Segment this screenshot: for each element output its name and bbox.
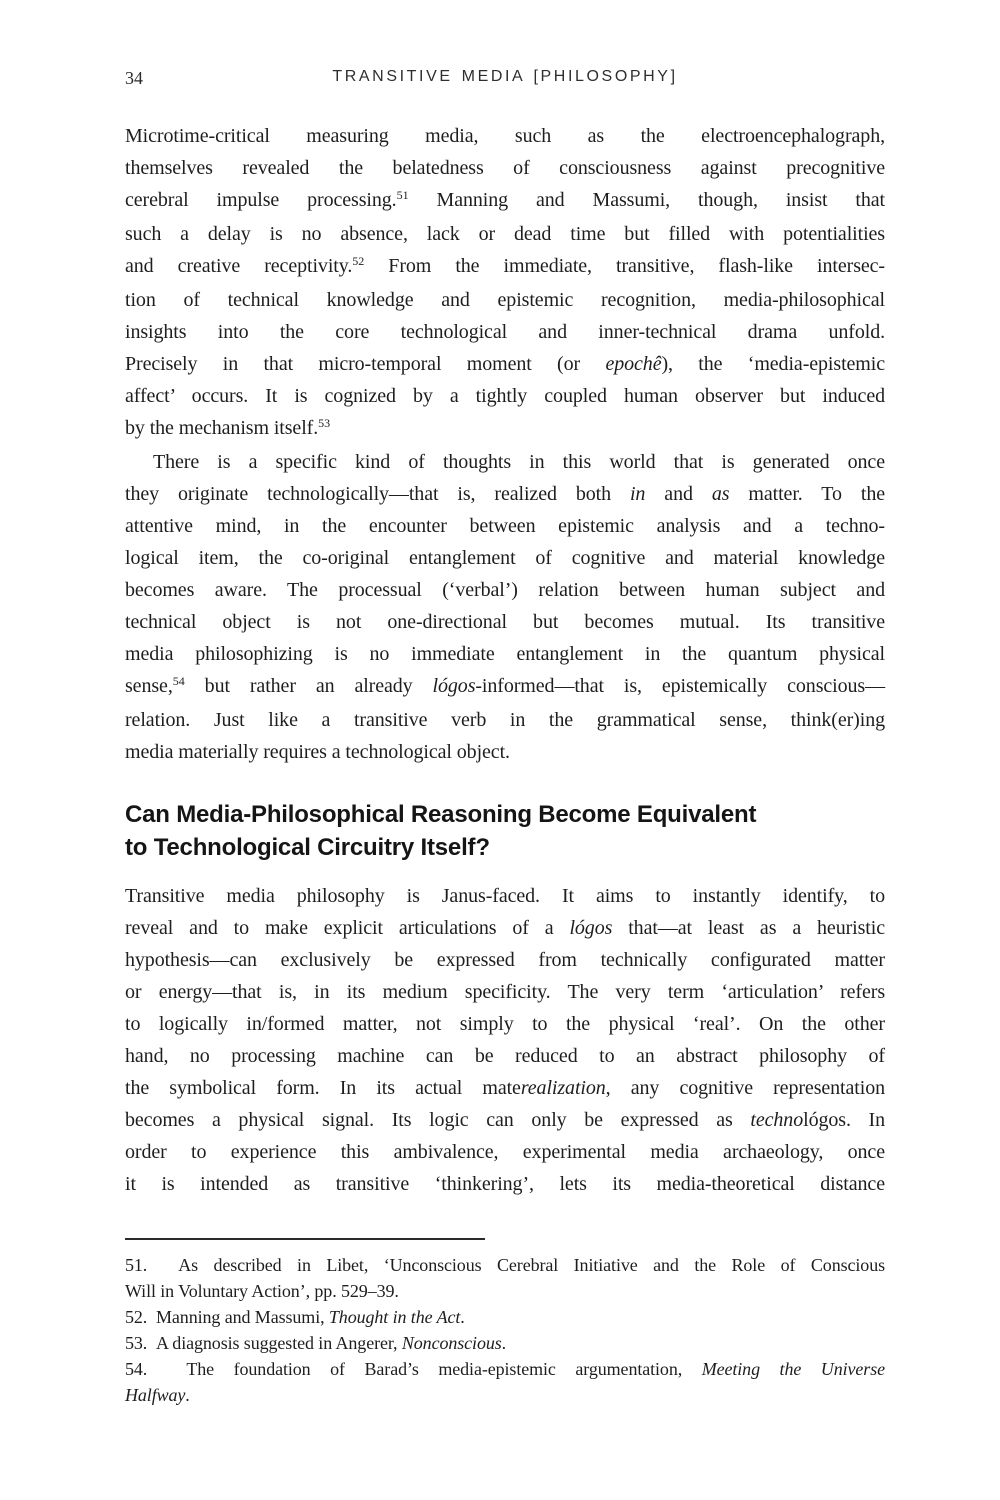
- footnote-line: 52. Manning and Massumi, Thought in the Act.: [125, 1307, 465, 1327]
- text-line: order to experience this ambivalence, experimental media archaeology, once: [125, 1141, 885, 1163]
- text-line: it is intended as transitive ‘thinkering’, lets its media-theoretical distance: [125, 1173, 885, 1195]
- footnote-item: [125, 1356, 885, 1408]
- text-line: media philosophizing is no immediate entanglement in the quantum physical: [125, 643, 885, 665]
- text-column: [125, 0, 885, 1408]
- text-line: by the mechanism itself.$^{53}$: [125, 416, 331, 439]
- text-line: tion of technical knowledge and epistemic recognition, media-philosophical: [125, 289, 885, 311]
- footnote-reference: 53: [318, 416, 331, 430]
- footnote-line: 54. The foundation of Barad’s media-epistemic argumentation, Meeting the Universe: [125, 1359, 885, 1379]
- text-line: media materially requires a technological object.: [125, 741, 510, 763]
- footnote-reference: 54: [172, 674, 185, 688]
- text-line: becomes aware. The processual (‘verbal’) relation between human subject and: [125, 579, 885, 601]
- paragraph: [125, 880, 885, 1200]
- footnote-line: 53. A diagnosis suggested in Angerer, Nonconscious.: [125, 1333, 507, 1353]
- text-line: There is a specific kind of thoughts in this world that is generated once: [153, 451, 885, 473]
- text-line: technical object is not one-directional but becomes mutual. Its transitive: [125, 611, 885, 633]
- footnote-line: Halfway.: [125, 1385, 190, 1405]
- text-line: logical item, the co-original entanglement of cognitive and material knowledge: [125, 547, 885, 569]
- section-heading-line: to Technological Circuitry Itself?: [125, 834, 490, 861]
- section-heading: [125, 798, 885, 864]
- paragraph: [125, 120, 885, 446]
- text-line: sense,$^{54}$ but rather an already lógos-informed—that is, epistemically conscious—: [125, 674, 885, 697]
- text-line: themselves revealed the belatedness of consciousness against precognitive: [125, 157, 885, 179]
- footnote-item: [125, 1252, 885, 1304]
- section-heading-line: Can Media-Philosophical Reasoning Become Equivalent: [125, 801, 757, 828]
- footnote-item: [125, 1330, 885, 1356]
- text-line: relation. Just like a transitive verb in the grammatical sense, think(er)ing: [125, 709, 885, 731]
- text-line: attentive mind, in the encounter between epistemic analysis and a techno-: [125, 515, 885, 537]
- text-line: Precisely in that micro-temporal moment (or epochê), the ‘media-epistemic: [125, 353, 885, 375]
- text-line: affect’ occurs. It is cognized by a tightly coupled human observer but induced: [125, 385, 885, 407]
- text-line: Microtime-critical measuring media, such as the electroencephalograph,: [125, 125, 885, 147]
- text-line: hand, no processing machine can be reduced to an abstract philosophy of: [125, 1045, 885, 1067]
- text-line: and creative receptivity.$^{52}$ From the immediate, transitive, flash-like intersec-: [125, 254, 885, 277]
- footnote-reference: 52: [352, 254, 365, 268]
- text-line: or energy—that is, in its medium specificity. The very term ‘articulation’ refers: [125, 981, 885, 1003]
- text-line: such a delay is no absence, lack or dead time but filled with potentialities: [125, 223, 885, 245]
- text-line: insights into the core technological and inner-technical drama unfold.: [125, 321, 885, 343]
- page-number: 34: [125, 68, 143, 88]
- paragraph: [125, 446, 885, 768]
- text-line: the symbolical form. In its actual materealization, any cognitive representation: [125, 1077, 885, 1099]
- footnote-line: Will in Voluntary Action’, pp. 529–39.: [125, 1281, 399, 1301]
- text-line: they originate technologically—that is, realized both in and as matter. To the: [125, 483, 886, 505]
- page-header: [125, 0, 885, 92]
- text-line: cerebral impulse processing.$^{51}$ Manning and Massumi, though, insist that: [125, 188, 885, 211]
- text-line: to logically in/formed matter, not simply to the physical ‘real’. On the other: [125, 1013, 885, 1035]
- text-line: becomes a physical signal. Its logic can only be expressed as technológos. In: [125, 1109, 885, 1131]
- footnote-separator-rule: [125, 1238, 485, 1240]
- footnotes-section: [125, 1238, 885, 1408]
- text-line: Transitive media philosophy is Janus-faced. It aims to instantly identify, to: [125, 885, 885, 907]
- text-line: reveal and to make explicit articulations of a lógos that—at least as a heuristic: [125, 917, 885, 939]
- footnote-list: [125, 1252, 885, 1408]
- text-line: hypothesis—can exclusively be expressed from technically configurated matter: [125, 949, 885, 971]
- running-head: TRANSITIVE MEDIA [PHILOSOPHY]: [332, 68, 678, 85]
- footnote-item: [125, 1304, 885, 1330]
- footnote-line: 51. As described in Libet, ‘Unconscious Cerebral Initiative and the Role of Conscious: [125, 1255, 885, 1275]
- body-text: [125, 120, 885, 1200]
- footnote-reference: 51: [396, 188, 409, 202]
